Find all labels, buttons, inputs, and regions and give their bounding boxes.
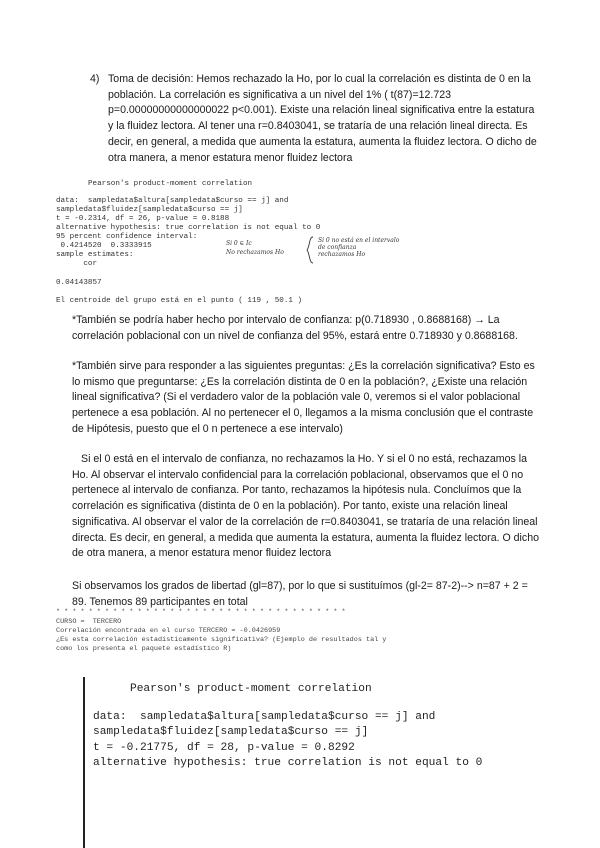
handwritten-line-2: Si 0 no está en el intervalo: [318, 237, 400, 244]
output1-centroid: El centroide del grupo está en el punto ( 119 , 50.1 ): [56, 297, 303, 305]
output2-question: ¿Es esta correlación estadísticamente significativa? (Ejemplo de resultados tal y: [56, 636, 387, 644]
output2-curso: CURSO = TERCERO: [56, 618, 122, 626]
handwritten-line-4: rechazamos Ho: [318, 251, 366, 258]
degrees-paragraph: Si observamos los grados de libertad (gl=87), por lo que si sustituímos (gl-2= 87-2)--> n=87 + 2 = 89. Tenemos 89 participantes en total: [72, 580, 528, 608]
handwritten-line-1: No rechazamos Ho: [226, 249, 284, 256]
output1-line-0: data: sampledata$altura[sampledata$curso == j] and: [56, 197, 289, 205]
interval-paragraph: Si el 0 está en el intervalo de confianza, no rechazamos la Ho. Y si el 0 no está, rechazamos la Ho. Al observar el intervalo confidencial para la correlación poblacional, observamos que el 0 no pertenece al intervalo de confianza. Por tanto, rechazamos la hipótesis nula. Concluímos que la correlación es significativa (distinta de 0 en la población). Por tanto, existe una relación lineal significativa. Al observar el valor de la correlación de r=0.8403041, se trataría de una relación lineal directa. Es decir, en general, a medida que aumenta la estatura, aumenta la fluidez lectora. O dicho de otra manera, a menor estatura menor fluidez lectora: [72, 453, 539, 560]
output2-question-2: como los presenta el paquete estadístico R): [56, 645, 232, 653]
output1-line-8: 0.04143857: [56, 279, 102, 287]
output3-line-1: sampledata$fluidez[sampledata$curso == j]: [93, 726, 369, 738]
output1-line-3: alternative hypothesis: true correlation is not equal to 0: [56, 224, 321, 232]
output1-line-5: 0.4214520 0.3333915: [56, 242, 152, 250]
ci-paragraph: *También se podría haber hecho por intervalo de confianza: p(0.718930 , 0.8688168) → La correlación poblacional con un nivel de confianza del 95%, estará entre 0.718930 y 0.8688168.: [72, 314, 518, 342]
decision-number: 4): [90, 73, 100, 85]
output1-title: Pearson's product-moment correlation: [88, 180, 253, 188]
handwritten-line-3: de confianza: [318, 244, 357, 251]
questions-paragraph: *También sirve para responder a las siguientes preguntas: ¿Es la correlación significativa? Esto es lo mismo que preguntarse: ¿Es la correlación distinta de 0 en la población?, ¿Existe una relación lineal significativa? (Si el verdadero valor de la población vale 0, veremos si el valor poblacional pertenece a esa población. Al no pertenecer el 0, llegamos a la misma conclusión que el contraste de Hipótesis, puesto que el 0 n pertenece a ese intervalo): [72, 360, 535, 435]
code-left-rule: [83, 677, 85, 848]
handwritten-brace-icon: [305, 236, 315, 264]
output1-line-1: sampledata$fluidez[sampledata$curso == j]: [56, 206, 243, 214]
output1-line-7: cor: [56, 260, 98, 268]
output2-corr: Correlación encontrada en el curso TERCERO = -0.0426959: [56, 627, 281, 635]
output1-line-4: 95 percent confidence interval:: [56, 233, 198, 241]
output3-line-0: data: sampledata$altura[sampledata$curso == j] and: [93, 711, 436, 723]
output1-line-2: t = -0.2314, df = 26, p-value = 0.8188: [56, 215, 230, 223]
output1-line-6: sample estimates:: [56, 251, 134, 259]
output3-title: Pearson's product-moment correlation: [130, 683, 372, 695]
output2-stars: * * * * * * * * * * * * * * * * * * * * * * * * * * * * * * * * * * * *: [56, 608, 346, 616]
output3-line-3: alternative hypothesis: true correlation is not equal to 0: [93, 757, 483, 769]
output3-line-2: t = -0.21775, df = 28, p-value = 0.8292: [93, 742, 355, 754]
decision-paragraph: Toma de decisión: Hemos rechazado la Ho, por lo cual la correlación es distinta de 0 en la población. La correlación es significativa a un nivel del 1% ( t(87)=12.723 p=0.00000000000000022 p<0.001). Existe una relación lineal significativa entre la estatura y la fluidez lectora. Al tener una r=0.8403041, se trataría de una relación lineal directa. Es decir, en general, a medida que aumenta la estatura, aumenta la fluidez lectora. O dicho de otra manera, a menor estatura menor fluidez lectora: [108, 73, 537, 164]
handwritten-line-0: Si 0 ∈ Ic: [226, 240, 252, 247]
